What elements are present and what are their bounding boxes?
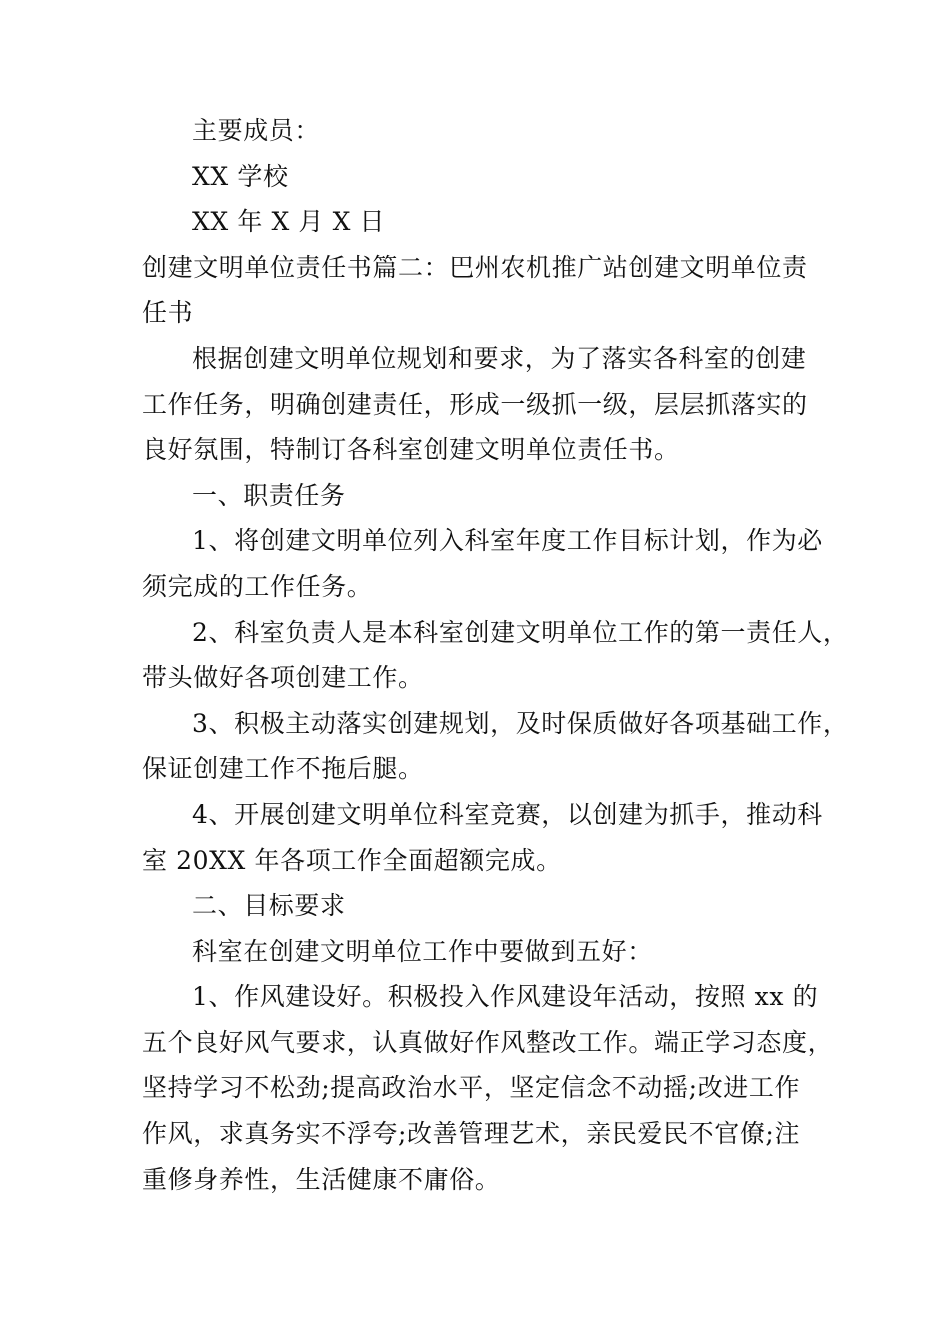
text-line: 3、积极主动落实创建规划，及时保质做好各项基础工作， (192, 708, 849, 738)
text-line: 任书 (142, 298, 194, 328)
text-line: 科室在创建文明单位工作中要做到五好： (192, 936, 653, 966)
text-line: 1、将创建文明单位列入科室年度工作目标计划，作为必 (192, 526, 823, 556)
text-line: 创建文明单位责任书篇二：巴州农机推广站创建文明单位责 (142, 252, 808, 282)
text-line: XX 学校 (192, 161, 289, 191)
text-line: 室 20XX 年各项工作全面超额完成。 (142, 845, 562, 875)
text-line: 须完成的工作任务。 (142, 571, 373, 601)
text-line: 一、职责任务 (192, 480, 346, 510)
text-line: 1、作风建设好。积极投入作风建设年活动，按照 xx 的 (192, 982, 819, 1012)
document-body (142, 108, 849, 1202)
text-line: 重修身养性，生活健康不庸俗。 (142, 1164, 501, 1194)
text-line: 根据创建文明单位规划和要求，为了落实各科室的创建 (192, 343, 807, 373)
text-line: 良好氛围，特制订各科室创建文明单位责任书。 (142, 435, 680, 465)
text-line: 坚持学习不松劲;提高政治水平，坚定信念不动摇;改进工作 (142, 1073, 801, 1103)
text-line: 二、目标要求 (192, 891, 346, 921)
text-line: 带头做好各项创建工作。 (142, 663, 424, 693)
text-line: 作风，求真务实不浮夸;改善管理艺术，亲民爱民不官僚;注 (142, 1119, 801, 1149)
text-line: 保证创建工作不拖后腿。 (142, 754, 424, 784)
text-line: XX 年 X 月 X 日 (192, 207, 386, 237)
text-line: 主要成员： (192, 116, 321, 145)
text-line: 五个良好风气要求，认真做好作风整改工作。端正学习态度， (142, 1027, 834, 1057)
text-line: 2、科室负责人是本科室创建文明单位工作的第一责任人， (192, 617, 849, 647)
text-line: 工作任务，明确创建责任，形成一级抓一级，层层抓落实的 (142, 389, 808, 419)
text-line: 4、开展创建文明单位科室竞赛，以创建为抓手，推动科 (192, 799, 823, 829)
